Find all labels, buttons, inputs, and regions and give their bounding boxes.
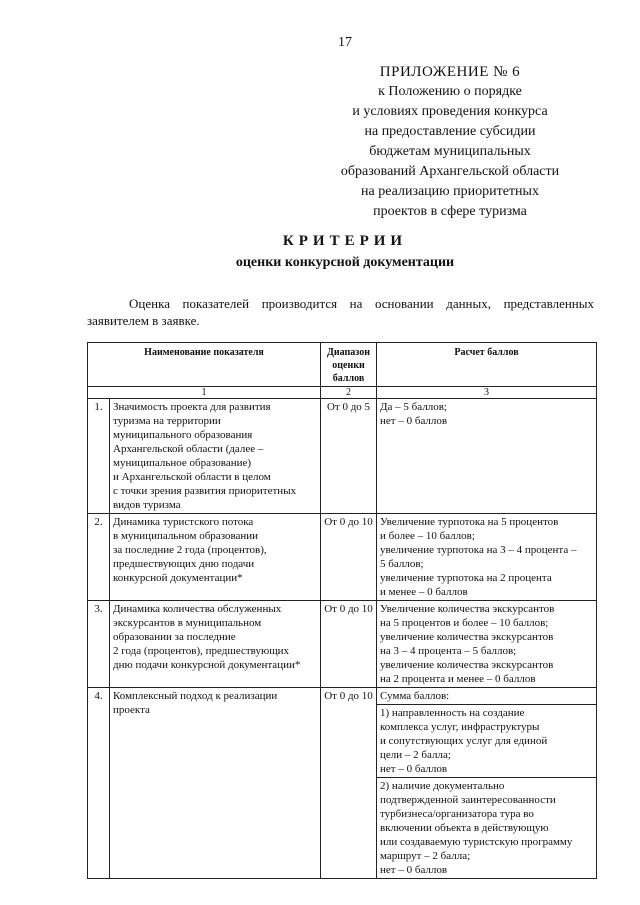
score-range: От 0 до 10 xyxy=(321,514,377,601)
score-range: От 0 до 10 xyxy=(321,601,377,688)
row-number: 1. xyxy=(88,399,110,514)
table-header-row xyxy=(88,343,597,387)
row-number: 4. xyxy=(88,688,110,879)
score-calc-summary: Сумма баллов: xyxy=(380,690,450,702)
score-calculation: Увеличение количества экскурсантов на 5 процентов и более – 10 баллов; увеличение количества экскурсантов на 3 – 4 процента – 5 баллов; увеличение количества экскурсантов на 2 процента и менее – 0 баллов xyxy=(377,601,597,688)
column-number: 2 xyxy=(321,387,377,399)
score-calculation xyxy=(377,688,597,879)
header-score-calculation: Расчет баллов xyxy=(377,343,597,387)
row-number: 3. xyxy=(88,601,110,688)
column-number: 3 xyxy=(377,387,597,399)
column-number-row xyxy=(88,387,597,399)
indicator-name: Значимость проекта для развития туризма на территории муниципального образования Архангельской области (далее – муниципальное образование) и Архангельской области в целом с точки зрения развития приоритетных видов туризма xyxy=(110,399,321,514)
document-subtitle: оценки конкурсной документации xyxy=(235,255,455,270)
appendix-line: на предоставление субсидии xyxy=(364,124,536,139)
row-number: 2. xyxy=(88,514,110,601)
column-number: 1 xyxy=(88,387,321,399)
appendix-line: образований Архангельской области xyxy=(340,164,560,179)
appendix-block xyxy=(300,62,600,222)
appendix-line: к Положению о порядке xyxy=(378,84,522,99)
appendix-line: на реализацию приоритетных xyxy=(361,184,539,199)
criteria-table xyxy=(87,342,597,879)
table-row xyxy=(88,601,597,688)
header-score-range: Диапазон оценки баллов xyxy=(321,343,377,387)
table-row xyxy=(88,688,597,879)
header-indicator-name: Наименование показателя xyxy=(88,343,321,387)
table-row xyxy=(88,399,597,514)
score-calculation: Увеличение турпотока на 5 процентов и более – 10 баллов; увеличение турпотока на 3 – 4 процента – 5 баллов; увеличение турпотока на 2 процента и менее – 0 баллов xyxy=(377,514,597,601)
score-calc-item: 1) направленность на создание комплекса услуг, инфраструктуры и сопутствующих услуг для единой цели – 2 балла; нет – 0 баллов xyxy=(377,704,596,777)
score-calculation: Да – 5 баллов; нет – 0 баллов xyxy=(377,399,597,514)
indicator-name: Комплексный подход к реализации проекта xyxy=(110,688,321,879)
score-calc-item: 2) наличие документально подтвержденной заинтересованности турбизнеса/организатора тура во включении объекта в действующую или создаваемую туристскую программу маршрут – 2 балла; нет – 0 баллов xyxy=(377,777,596,878)
appendix-line: бюджетам муниципальных xyxy=(369,144,531,159)
score-range: От 0 до 10 xyxy=(321,688,377,879)
indicator-name: Динамика количества обслуженных экскурсантов в муниципальном образовании за последние 2 года (процентов), предшествующих дню подачи конкурсной документации* xyxy=(110,601,321,688)
table-row xyxy=(88,514,597,601)
intro-paragraph: Оценка показателей производится на основании данных, представленных заявителем в заявке. xyxy=(87,296,594,328)
appendix-title: ПРИЛОЖЕНИЕ № 6 xyxy=(379,64,521,80)
page-number: 17 xyxy=(338,35,352,50)
score-range: От 0 до 5 xyxy=(321,399,377,514)
document-title: КРИТЕРИИ xyxy=(282,233,408,249)
appendix-line: и условиях проведения конкурса xyxy=(352,104,548,119)
indicator-name: Динамика туристского потока в муниципальном образовании за последние 2 года (процентов), предшествующих дню подачи конкурсной документации* xyxy=(110,514,321,601)
appendix-line: проектов в сфере туризма xyxy=(373,204,527,219)
